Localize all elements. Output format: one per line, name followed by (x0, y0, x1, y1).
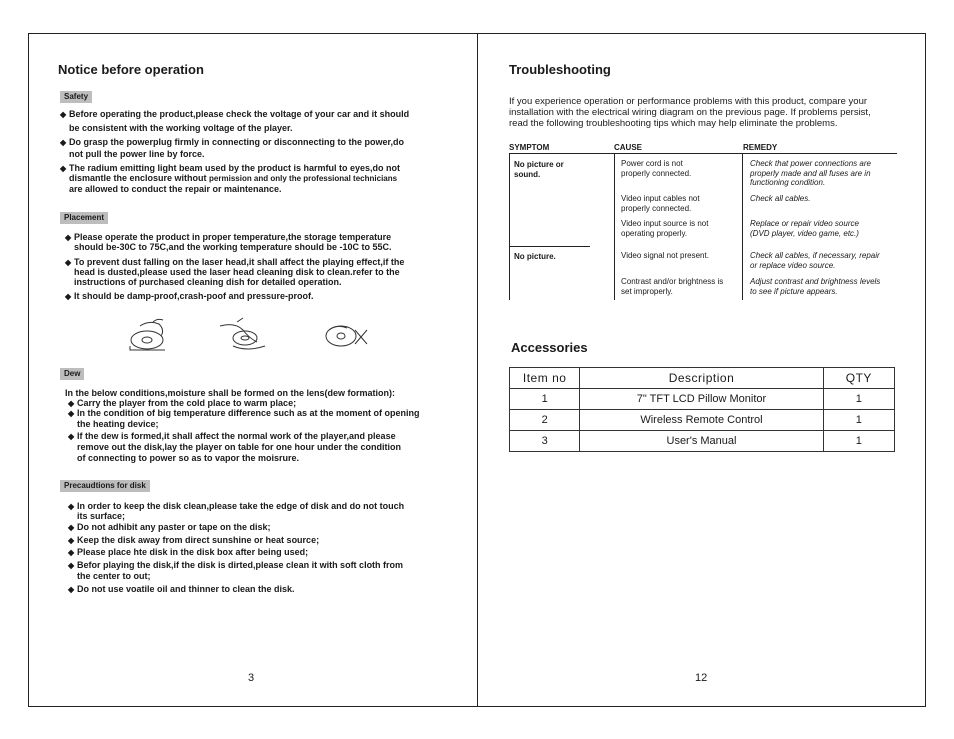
safety-bullet-1-cont: be consistent with the working voltage of the player. (69, 123, 293, 133)
placement-bullet-3: ◆ It should be damp-proof,crash-poof and pressure-proof. (65, 291, 314, 301)
row-desc: User's Manual (580, 431, 823, 452)
dew-tag: Dew (60, 368, 84, 380)
disk-bullet-1-cont: its surface; (77, 511, 126, 521)
disk-bullet-4: ◆ Please place hte disk in the disk box after being used; (68, 547, 309, 557)
safety-bullet-3: ◆ The radium emitting light beam used by the product is harmful to eyes,do not (60, 163, 401, 173)
accessories-title: Accessories (511, 340, 588, 355)
symptom-separator (509, 246, 590, 247)
remedy-left-rule (742, 154, 743, 300)
header-rule (509, 153, 897, 154)
symptom-no-picture: No picture. (514, 252, 556, 261)
table-row (510, 410, 895, 431)
accessories-header-row (510, 368, 895, 389)
remedy-adjust-contrast: Adjust contrast and brightness levels to see if picture appears. (750, 277, 881, 296)
row-qty: 1 (823, 410, 894, 431)
cause-contrast: Contrast and/or brightness is set improperly. (621, 277, 724, 296)
remedy-check-all-cables: Check all cables, if necessary, repair or replace video source. (750, 251, 880, 270)
header-cause: CAUSE (614, 143, 643, 152)
col-item-no: Item no (510, 368, 580, 389)
dew-bullet-1: ◆ Carry the player from the cold place to warm place; (68, 398, 297, 408)
row-desc: 7" TFT LCD Pillow Monitor (580, 389, 823, 410)
table-row (510, 389, 895, 410)
cause-power-cord: Power cord is not properly connected. (621, 159, 692, 178)
placement-bullet-1-cont: should be-30C to 75C,and the working temperature should be -10C to 55C. (74, 242, 392, 252)
row-qty: 1 (823, 389, 894, 410)
disk-bullet-1: ◆ In order to keep the disk clean,please take the edge of disk and do not touch (68, 501, 405, 511)
dew-bullet-2: ◆ In the condition of big temperature difference such as at the moment of opening (68, 408, 420, 418)
disk-bullet-6: ◆ Do not use voatile oil and thinner to clean the disk. (68, 584, 295, 594)
cause-left-rule (614, 154, 615, 300)
col-description: Description (580, 368, 823, 389)
dew-bullet-2-cont: the heating device; (77, 419, 159, 429)
safety-bullet-1: ◆ Before operating the product,please check the voltage of your car and it should (60, 109, 410, 119)
symptom-left-rule (509, 154, 510, 300)
header-symptom: SYMPTOM (509, 143, 550, 152)
remedy-check-cables: Check all cables. (750, 194, 811, 203)
cause-video-cables: Video input cables not properly connected. (621, 194, 700, 213)
placement-bullet-2-cont2: instructions of purchased cleaning dish for detailed operation. (74, 277, 342, 287)
page-divider (477, 33, 478, 707)
safety-bullet-2-cont: not pull the power line by force. (69, 149, 205, 159)
safety-bullet-3-cont2: are allowed to conduct the repair or maintenance. (69, 184, 282, 194)
troubleshooting-intro: If you experience operation or performance problems with this product, compare your installation with the electrical wiring diagram on the previous page. If problems persist, read the following troubleshooting tips which may help eliminate the problems. (509, 96, 871, 129)
dew-bullet-3: ◆ If the dew is formed,it shall affect the normal work of the player,and please (68, 431, 396, 441)
right-page-number: 12 (695, 672, 708, 684)
placement-bullet-2: ◆ To prevent dust falling on the laser head,it shall affect the playing effect,if the (65, 257, 405, 267)
left-page-number: 3 (248, 672, 255, 684)
row-item: 2 (510, 410, 580, 431)
row-desc: Wireless Remote Control (580, 410, 823, 431)
disk-bullet-3: ◆ Keep the disk away from direct sunshine or heat source; (68, 535, 320, 545)
disk-tag: Precaudtions for disk (60, 480, 150, 492)
disk-handling-illustration (125, 316, 385, 356)
remedy-power-connections: Check that power connections are properly made and all fuses are in functioning condition. (750, 159, 871, 187)
row-item: 1 (510, 389, 580, 410)
dew-bullet-3-cont2: of connecting to power so as to vapor the moisrure. (77, 453, 300, 463)
placement-bullet-1: ◆ Please operate the product in proper temperature,the storage temperature (65, 232, 392, 242)
safety-bullet-3-cont: dismantle the enclosure without permission and only the professional technicians (69, 173, 398, 183)
placement-tag: Placement (60, 212, 108, 224)
row-item: 3 (510, 431, 580, 452)
notice-title: Notice before operation (58, 62, 204, 77)
troubleshooting-title: Troubleshooting (509, 62, 611, 77)
col-qty: QTY (823, 368, 894, 389)
header-remedy: REMEDY (743, 143, 778, 152)
safety-tag: Safety (60, 91, 92, 103)
placement-bullet-2-cont: head is dusted,please used the laser head cleaning disk to clean.refer to the (74, 267, 400, 277)
remedy-replace-source: Replace or repair video source (DVD player, video game, etc.) (750, 219, 859, 238)
disk-bullet-5-cont: the center to out; (77, 571, 151, 581)
symptom-no-picture-or-sound: No picture or sound. (514, 160, 564, 179)
safety-bullet-2: ◆ Do grasp the powerplug firmly in connecting or disconnecting to the power,do (60, 137, 405, 147)
dew-intro: In the below conditions,moisture shall be formed on the lens(dew formation): (65, 388, 396, 398)
accessories-table (509, 367, 895, 452)
table-row (510, 431, 895, 452)
disk-bullet-2: ◆ Do not adhibit any paster or tape on the disk; (68, 522, 271, 532)
cause-video-signal: Video signal not present. (621, 251, 709, 260)
row-qty: 1 (823, 431, 894, 452)
cause-video-source: Video input source is not operating properly. (621, 219, 709, 238)
disk-bullet-5: ◆ Befor playing the disk,if the disk is dirted,please clean it with soft cloth from (68, 560, 404, 570)
dew-bullet-3-cont: remove out the disk,lay the player on table for one hour under the condition (77, 442, 402, 452)
